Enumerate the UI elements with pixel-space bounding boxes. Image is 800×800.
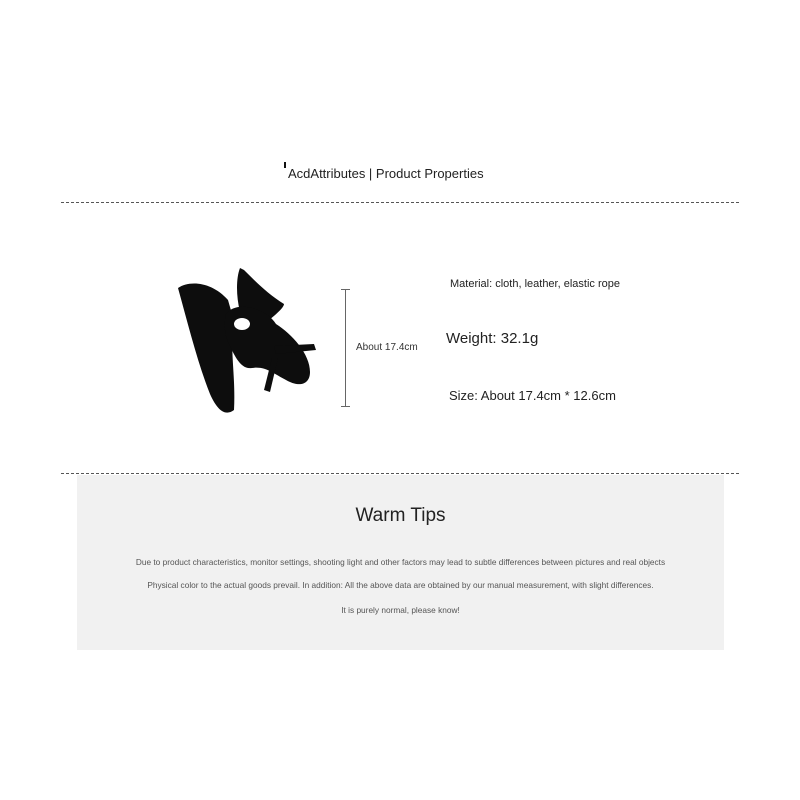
spec-weight: Weight: 32.1g	[446, 330, 539, 347]
divider-top	[61, 202, 739, 203]
bow-left-wing	[178, 284, 236, 413]
warm-tips-panel	[77, 475, 724, 650]
dimension-label: About 17.4cm	[356, 342, 418, 353]
spec-size: Size: About 17.4cm * 12.6cm	[449, 388, 616, 403]
spec-material: Material: cloth, leather, elastic rope	[450, 278, 620, 290]
warm-tips-line-1: Due to product characteristics, monitor settings, shooting light and other factors may lead to subtle differences between pictures and real objects	[135, 557, 666, 567]
warm-tips-line-2: Physical color to the actual goods prevail. In addition: All the above data are obtained by our manual measurement, with slight differences.	[147, 580, 654, 590]
dimension-cap-bottom	[341, 406, 350, 407]
page-title: AcdAttributes | Product Properties	[288, 166, 484, 181]
title-marker	[284, 162, 286, 168]
dimension-cap-top	[341, 289, 350, 290]
dimension-line	[345, 289, 346, 406]
warm-tips-line-3: It is purely normal, please know!	[341, 605, 460, 615]
scrunchie-hole	[234, 318, 250, 330]
warm-tips-title: Warm Tips	[355, 505, 446, 526]
product-image	[170, 262, 320, 422]
divider-middle	[61, 473, 739, 474]
